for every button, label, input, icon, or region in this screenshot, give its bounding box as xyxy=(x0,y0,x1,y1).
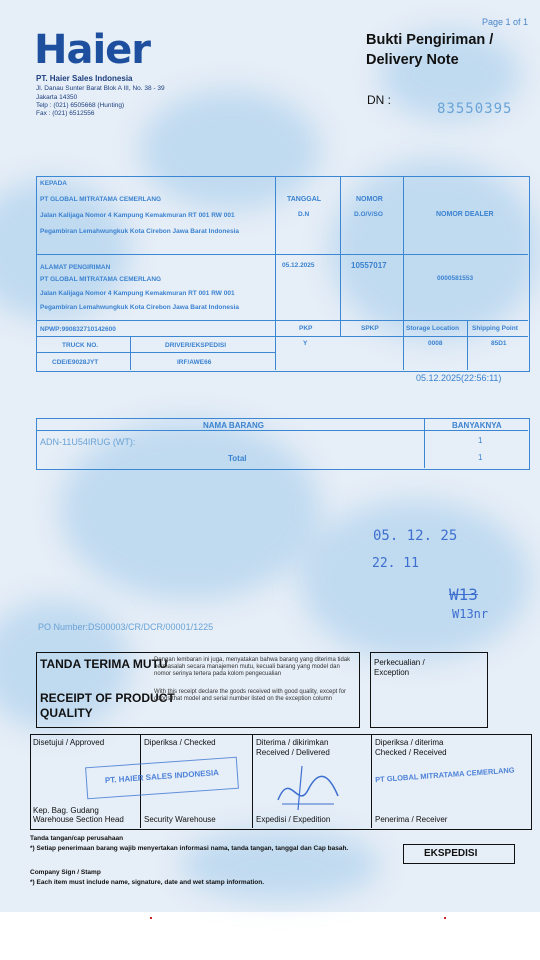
sig-received-label: Checked / Received xyxy=(375,748,447,757)
speck xyxy=(444,917,446,919)
sig-approved-role: Kep. Bag. Gudang xyxy=(33,806,99,815)
kepada-line: Jalan Kalijaga Nomor 4 Kampung Kemakmuran RT 001 RW 001 xyxy=(40,212,235,219)
sig-security-role: Security Warehouse xyxy=(144,815,216,824)
storage-label: Storage Location xyxy=(406,325,460,332)
sig-expedition-role: Expedisi / Expedition xyxy=(256,815,331,824)
dn-number: 83550395 xyxy=(437,101,513,117)
shipping-value: 85D1 xyxy=(491,340,507,347)
handwritten-note: W13nr xyxy=(452,607,489,621)
page-number: Page 1 of 1 xyxy=(482,17,529,27)
alamat-label: ALAMAT PENGIRIMAN xyxy=(40,264,111,271)
truck-label: TRUCK NO. xyxy=(62,342,99,349)
address-line: Jl. Danau Sunter Barat Blok A III, No. 38 - 39 xyxy=(36,85,165,92)
handwritten-date: 05. 12. 25 xyxy=(373,528,458,544)
col-banyaknya: BANYAKNYA xyxy=(452,421,502,430)
print-timestamp: 05.12.2025(22:56:11) xyxy=(416,373,502,383)
haier-stamp: PT. HAIER SALES INDONESIA xyxy=(85,757,239,800)
sig-approved-label: Disetujui / Approved xyxy=(33,738,105,747)
dn-label: DN : xyxy=(367,93,391,107)
exception-label: Perkecualian / xyxy=(374,658,425,667)
handwritten-scribble: W13 xyxy=(449,585,478,604)
speck xyxy=(150,917,152,919)
expedition-signature xyxy=(268,760,348,816)
doc-title-line2: Delivery Note xyxy=(366,52,459,68)
truck-number: CDE/E9028JYT xyxy=(52,359,99,366)
item-name: ADN-11U54IRUG (WT): xyxy=(40,437,136,447)
sig-approved-role: Warehouse Section Head xyxy=(33,815,124,824)
receipt-title-line1: RECEIPT OF PRODUCT xyxy=(40,691,175,705)
tanda-terima-text: Dengan lembaran ini juga, menyatakan bahwa barang yang diterima tidak bermasalah secara manajemen mutu, kecuali barang yang model dan nomor serinya tertera pada kolom pengecualian xyxy=(154,657,351,677)
footer-company-sign: Company Sign / Stamp xyxy=(30,869,101,876)
fax-line: Fax : (021) 6512556 xyxy=(36,110,95,117)
total-qty: 1 xyxy=(478,453,483,462)
so-number: 10557017 xyxy=(351,261,387,270)
pkp-label: PKP xyxy=(299,325,313,332)
receipt-title-line2: QUALITY xyxy=(40,706,93,720)
dealer-number: 0000581553 xyxy=(437,275,474,282)
alamat-line: PT GLOBAL MITRATAMA CEMERLANG xyxy=(40,276,162,283)
nomor-label: NOMOR xyxy=(356,196,383,203)
npwp: NPWP:990832710142600 xyxy=(40,326,116,333)
driver-label: DRIVER/EKSPEDISI xyxy=(165,342,227,349)
sig-received-label: Diperiksa / diterima xyxy=(375,738,444,747)
sig-receiver-role: Penerima / Receiver xyxy=(375,815,448,824)
exception-label: Exception xyxy=(374,668,410,677)
po-number: PO Number:DS00003/CR/DCR/00001/1225 xyxy=(38,622,214,632)
kepada-line: PT GLOBAL MITRATAMA CEMERLANG xyxy=(40,196,162,203)
tanggal-label: TANGGAL xyxy=(287,196,322,203)
company-name: PT. Haier Sales Indonesia xyxy=(36,74,133,83)
sig-delivered-label: Received / Delivered xyxy=(256,748,330,757)
sig-checked-label: Diperiksa / Checked xyxy=(144,738,216,747)
storage-value: 0008 xyxy=(428,340,443,347)
haier-logo: Haier xyxy=(34,27,151,73)
doc-title-line1: Bukti Pengiriman / xyxy=(366,32,494,48)
sig-delivered-label: Diterima / dikirimkan xyxy=(256,738,329,747)
driver-value: IRF/AWE66 xyxy=(177,359,212,366)
consignee-box xyxy=(36,176,530,372)
tanda-terima-title: TANDA TERIMA MUTU xyxy=(40,657,168,671)
kepada-line: Pegambiran Lemahwungkuk Kota Cirebon Jawa Barat Indonesia xyxy=(40,228,240,235)
receipt-text: With this receipt declare the goods received with good quality, except for goods that model and serial number listed on the exception column xyxy=(154,689,346,702)
pkp-value: Y xyxy=(303,340,308,347)
footer-note-id: *) Setiap penerimaan barang wajib menyertakan informasi nama, tanda tangan, tanggal dan Cap basah. xyxy=(30,845,349,852)
phone-line: Telp : (021) 6505668 (Hunting) xyxy=(36,102,125,109)
tanggal-sub: D.N xyxy=(298,211,310,218)
dn-date: 05.12.2025 xyxy=(282,262,315,269)
footer-note-en: *) Each item must include name, signature, date and wet stamp information. xyxy=(30,879,265,886)
handwritten-time: 22. 11 xyxy=(372,556,419,571)
kepada-label: KEPADA xyxy=(40,180,67,187)
spkp-label: SPKP xyxy=(361,325,379,332)
alamat-line: Pegambiran Lemahwungkuk Kota Cirebon Jawa Barat Indonesia xyxy=(40,304,240,311)
nomor-sub: D.O/V/SO xyxy=(354,211,383,218)
alamat-line: Jalan Kalijaga Nomor 4 Kampung Kemakmuran RT 001 RW 001 xyxy=(40,290,235,297)
footer-sign-label: Tanda tangan/cap perusahaan xyxy=(30,835,124,842)
receiver-stamp: PT GLOBAL MITRATAMA CEMERLANG xyxy=(374,765,515,785)
item-qty: 1 xyxy=(478,436,483,445)
dealer-label: NOMOR DEALER xyxy=(436,211,494,218)
col-nama-barang: NAMA BARANG xyxy=(203,421,265,430)
address-line: Jakarta 14350 xyxy=(36,94,78,101)
ekspedisi-label: EKSPEDISI xyxy=(424,848,478,859)
shipping-label: Shipping Point xyxy=(472,325,518,332)
total-label: Total xyxy=(228,454,247,463)
